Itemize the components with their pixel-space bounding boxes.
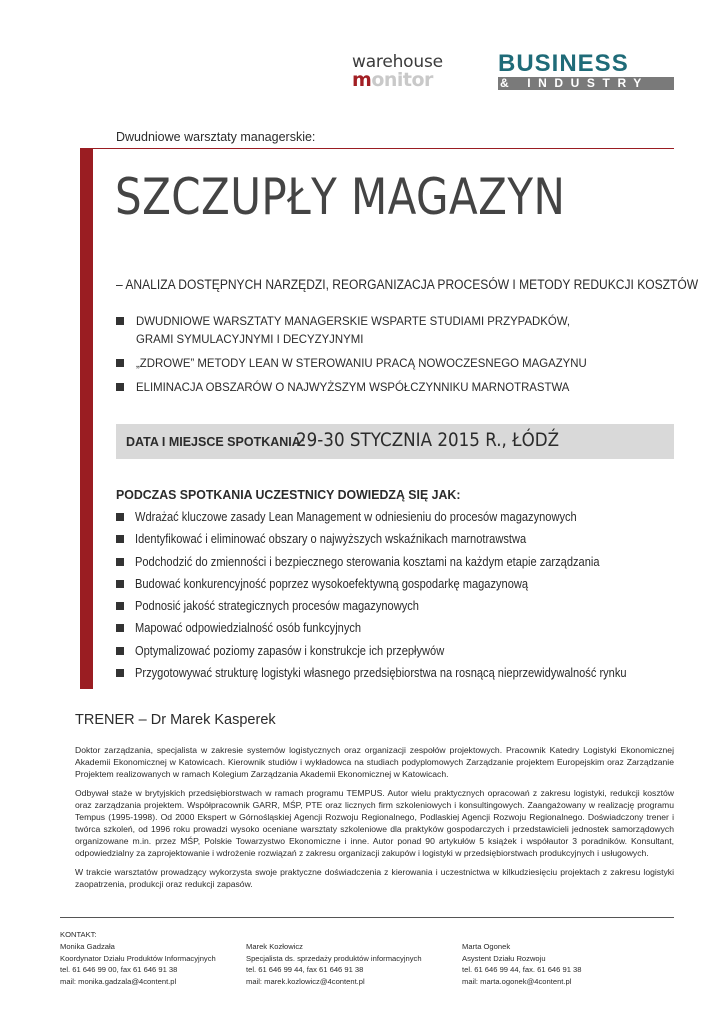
list-item: Przygotowywać strukturę logistyki własnego przedsiębiorstwa na rosnącą nieprzewidywalność rynku bbox=[116, 665, 694, 687]
contact-name: Marta Ogonek bbox=[462, 942, 511, 951]
contact-card bbox=[60, 941, 216, 987]
contact-heading: KONTAKT: bbox=[60, 930, 97, 939]
trainer-heading: TRENER – Dr Marek Kasperek bbox=[75, 712, 276, 728]
square-bullet-icon bbox=[116, 624, 124, 632]
list-item: Optymalizować poziomy zapasów i konstrukcje ich przepływów bbox=[116, 643, 694, 665]
square-bullet-icon bbox=[116, 383, 124, 391]
date-value: 29-30 STYCZNIA 2015 R., ŁÓDŹ bbox=[296, 429, 560, 451]
square-bullet-icon bbox=[116, 580, 124, 588]
learn-heading: PODCZAS SPOTKANIA UCZESTNICY DOWIEDZĄ SIĘ JAK: bbox=[116, 487, 461, 502]
page-title: SZCZUPŁY MAGAZYN bbox=[115, 168, 566, 226]
header-divider bbox=[93, 148, 674, 149]
logo-monitor-text: monitor bbox=[352, 69, 433, 91]
contact-card bbox=[246, 941, 422, 987]
list-item: Wdrażać kluczowe zasady Lean Management w odniesieniu do procesów magazynowych bbox=[116, 509, 694, 531]
contact-name: Marek Kozłowicz bbox=[246, 942, 303, 951]
square-bullet-icon bbox=[116, 647, 124, 655]
bio-paragraph: Odbywał staże w brytyjskich przedsiębiorstwach w ramach programu TEMPUS. Autor wielu praktycznych opracowań z zakresu logistyki, redukcji kosztów oraz zarządzania projektem. Współpracownik GARR, MŚP, PTE oraz licznych firm szkoleniowych i konsultingowych. Zaangażowany w realizację programu Tempus (1995-1998). Od 2000 Ekspert w Górnośląskiej Agencji Rozwoju Regionalnego, Podlaskiej Agencji Rozwoju Regionalnego. Doświadczony trener i twórca szkoleń, od 1996 roku prowadzi wysoko oceniane warsztaty szkoleniowe dla praktyków gospodarczych i przedstawicieli jednostek samorządowych organizowane m.in. przez MŚP, Polskie Towarzystwo Ekonomiczne i inne. Autor ponad 90 artykułów 5 książek i współautor 3 poradników. Konsultant, odpowiedzialny za zaprojektowanie i wdrożenie rozwiązań z zakresu organizacji zakupów i logistyki w przedsiębiorstwach produkcyjnych i usługowych. bbox=[75, 788, 674, 858]
feature-item: DWUDNIOWE WARSZTATY MANAGERSKIE WSPARTE STUDIAMI PRZYPADKÓW, GRAMI SYMULACYJNYMI I DECYZYJNYMI bbox=[116, 312, 626, 348]
accent-bar bbox=[80, 148, 93, 689]
business-industry-logo bbox=[498, 52, 676, 92]
square-bullet-icon bbox=[116, 558, 124, 566]
warehouse-monitor-logo bbox=[352, 52, 460, 94]
feature-item: „ZDROWE” METODY LEAN W STEROWANIU PRACĄ NOWOCZESNEGO MAGAZYNU bbox=[116, 354, 626, 372]
square-bullet-icon bbox=[116, 359, 124, 367]
square-bullet-icon bbox=[116, 669, 124, 677]
feature-item: ELIMINACJA OBSZARÓW O NAJWYŻSZYM WSPÓŁCZYNNIKU MARNOTRASTWA bbox=[116, 378, 626, 396]
contact-mail: mail: marek.kozlowicz@4content.pl bbox=[246, 976, 365, 986]
list-item: Budować konkurencyjność poprzez wysokoefektywną gospodarkę magazynową bbox=[116, 576, 694, 598]
contact-role: Koordynator Działu Produktów Informacyjnych bbox=[60, 953, 216, 963]
contact-card bbox=[462, 941, 582, 987]
contact-name: Monika Gadzała bbox=[60, 942, 115, 951]
square-bullet-icon bbox=[116, 535, 124, 543]
title-caption: – ANALIZA DOSTĘPNYCH NARZĘDZI, REORGANIZACJA PROCESÓW I METODY REDUKCJI KOSZTÓW bbox=[116, 277, 699, 292]
logo-industry-text: & INDUSTRY bbox=[500, 76, 649, 90]
list-item: Podchodzić do zmienności i bezpiecznego sterowania kosztami na każdym etapie zarządzania bbox=[116, 554, 694, 576]
contact-role: Specjalista ds. sprzedaży produktów informacyjnych bbox=[246, 953, 422, 963]
square-bullet-icon bbox=[116, 317, 124, 325]
contact-phone: tel. 61 646 99 44, fax. 61 646 91 38 bbox=[462, 965, 582, 974]
contact-mail: mail: marta.ogonek@4content.pl bbox=[462, 976, 572, 986]
list-item: Mapować odpowiedzialność osób funkcyjnych bbox=[116, 620, 694, 642]
learn-list bbox=[116, 509, 694, 687]
logo-warehouse-text: warehouse bbox=[352, 52, 443, 72]
list-item: Podnosić jakość strategicznych procesów magazynowych bbox=[116, 598, 694, 620]
square-bullet-icon bbox=[116, 513, 124, 521]
features-list bbox=[116, 312, 626, 402]
logo-business-text: BUSINESS bbox=[498, 50, 629, 77]
bio-paragraph: W trakcie warsztatów prowadzący wykorzysta swoje praktyczne doświadczenia z kierowania i uczestnictwa w kilkudziesięciu projektach z zakresu logistyki zaopatrzenia, produkcji oraz redukcji zapasów. bbox=[75, 867, 674, 889]
square-bullet-icon bbox=[116, 602, 124, 610]
footer-divider bbox=[60, 917, 674, 918]
contact-mail: mail: monika.gadzala@4content.pl bbox=[60, 976, 177, 986]
list-item: Identyfikować i eliminować obszary o najwyższych wskaźnikach marnotrawstwa bbox=[116, 531, 694, 553]
trainer-bio bbox=[75, 744, 674, 897]
contact-phone: tel. 61 646 99 00, fax 61 646 91 38 bbox=[60, 965, 178, 974]
contact-phone: tel. 61 646 99 44, fax 61 646 91 38 bbox=[246, 965, 364, 974]
workshop-subtitle: Dwudniowe warsztaty managerskie: bbox=[116, 130, 316, 144]
contact-role: Asystent Działu Rozwoju bbox=[462, 953, 546, 963]
bio-paragraph: Doktor zarządzania, specjalista w zakresie systemów logistycznych oraz organizacji zespołów projektowych. Pracownik Katedry Logistyki Ekonomicznej Akademii Ekonomicznej w Katowicach. Kierownik studiów i wykładowca na studiach podyplomowych Zarządzanie projektem Europejskim oraz Zarządzanie Projektem realizowanych w ramach Kolegium Zarządzania Akademii Ekonomicznej w Katowicach. bbox=[75, 745, 674, 779]
date-banner bbox=[116, 424, 674, 459]
date-label: DATA I MIEJSCE SPOTKANIA: bbox=[126, 435, 305, 449]
